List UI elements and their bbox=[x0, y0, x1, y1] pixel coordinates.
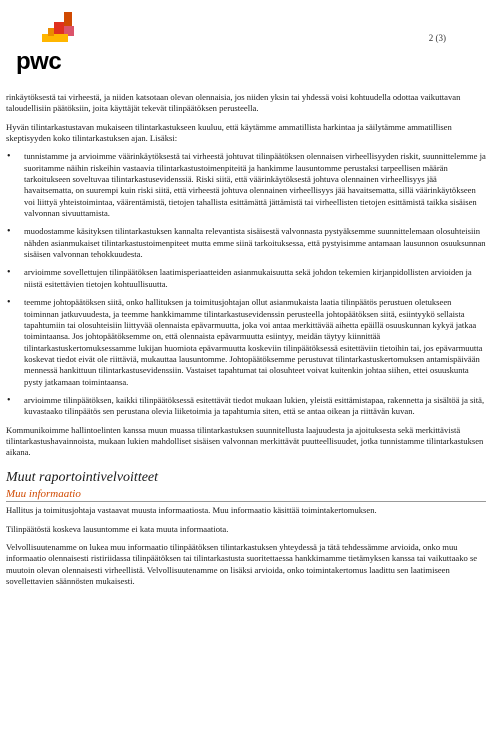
pwc-logo-blocks-icon bbox=[42, 12, 82, 48]
list-item: • muodostamme käsityksen tilintarkastuksen kannalta relevantista sisäisestä valvonnasta pystyäksemme suunnittelemaan olosuhteisiin nähden asianmukaiset tilintarkastustoimenpiteet mutta emme siinä tarkoituksessa, että pystyisimme antamaan lausunnon osuuksunnan sisäisen valvonnan tehokkuudesta. bbox=[6, 226, 486, 260]
subheading: Muu informaatio bbox=[6, 487, 81, 500]
paragraph: Kommunikoimme hallintoelinten kanssa muun muassa tilintarkastuksen suunnitellusta laajuudesta ja ajoituksesta sekä merkittävistä tilintarkastushavainnoista, mukaan lukien mahdolliset sisäisen valvonnan merkittävät puutteellisuudet, jotka tunnistamme tilintarkastuksen aikana. bbox=[6, 424, 484, 458]
paragraph: Tilinpäätöstä koskeva lausuntomme ei kata muuta informaatiota. bbox=[6, 523, 229, 534]
paragraph: Hallitus ja toimitusjohtaja vastaavat muusta informaatiosta. Muu informaatio käsittää toimintakertomuksen. bbox=[6, 505, 377, 516]
paragraph: Velvollisuutenamme on lukea muu informaatio tilinpäätöksen tilintarkastuksen yhteydessä ja tätä tehdessämme arvioida, onko muu informaatio olennaisesti ristiriidassa tilinpäätöksen tai tilintarkastusta suoritettaessa hankkimamme tietämyksen kanssa tai vaikuttaako se muutoin olevan olennaisesti virheellistä. Velvollisuutenamme on lisäksi arvioida, onko toimintakertomus laadittu sen laatimiseen sovellettavien säännösten mukaisesti. bbox=[6, 542, 478, 587]
paragraph: rinkäytöksestä tai virheestä, ja niiden katsotaan olevan olennaisia, jos niiden yksin tai yhdessä voisi kohtuudella odottaa vaikuttavan taloudellisiin päätöksiin, joita käyttäjät tekevät tilinpäätöksen perusteella. bbox=[6, 92, 461, 114]
section-heading: Muut raportointivelvoitteet bbox=[6, 469, 159, 485]
paragraph: Hyvän tilintarkastustavan mukaiseen tilintarkastukseen kuuluu, että käytämme ammatillista harkintaa ja säilytämme ammatillisen skeptisyyden koko tilintarkastuksen ajan. Lisäksi: bbox=[6, 121, 452, 144]
bullet-list bbox=[6, 151, 486, 417]
divider bbox=[6, 501, 486, 502]
list-item: • teemme johtopäätöksen siitä, onko hallituksen ja toimitusjohtajan ollut asianmukaista laatia tilinpäätös perustuen oletukseen toiminnan jatkuvuudesta, ja teemme hankkimamme tilintarkastusevidenssin perusteella johtopäätöksen siitä, esiintyykö sellaista tapahtumiin tai olosuhteisiin liittyvää olennaista epävarmuutta, joka voi antaa merkittävää aihetta epäillä osuuskunnan kykyä jatkaa toimintaansa. Jos johtopäätöksemme on, että olennaista epävarmuutta esiintyy, meidän täytyy kiinnittää tilintarkastuskertomuksessamme lukijan huomiota epävarmuutta koskeviin tilinpäätöksessä esitettäviin tietoihin tai, jos epävarmuutta koskevat tiedot eivät ole riittäviä, mukauttaa lausuntomme. Johtopäätöksemme perustuvat tilintarkastuskertomuksen antamispäivään mennessä hankittuun tilintarkastusevidenssiin. Vastaiset tapahtumat tai olosuhteet voivat kuitenkin johtaa siihen, ettei osuuskunta pysty jatkamaan toimintaansa. bbox=[6, 297, 486, 388]
pwc-logo-text: pwc bbox=[16, 48, 62, 75]
pwc-logo bbox=[10, 12, 80, 75]
list-item: • arvioimme sovellettujen tilinpäätöksen laatimisperiaatteiden asianmukaisuutta sekä johdon tekemien kirjanpidollisten arvioiden ja niistä esitettävien tietojen kohtuullisuutta. bbox=[6, 267, 486, 290]
page-number: 2 (3) bbox=[428, 33, 446, 43]
list-item: • arvioimme tilinpäätöksen, kaikki tilinpäätöksessä esitettävät tiedot mukaan lukien, yleistä esittämistapaa, rakennetta ja sisältöä ja sitä, kuvastaako tilinpäätös sen perustana olevia liiketoimia ja tapahtumia siten, että se antaa oikean ja riittävän kuvan. bbox=[6, 395, 486, 418]
document-body bbox=[6, 92, 486, 594]
list-item: • tunnistamme ja arvioimme väärinkäytöksestä tai virheestä johtuvat tilinpäätöksen olennaisen virheellisyyden riskit, suunnittelemme ja suoritamme näihin riskeihin vastaavia tilintarkastustoimenpiteitä ja hankimme lausuntomme perustaksi tarpeellisen määrän tarkoitukseen soveltuvaa tilintarkastusevidenssiä. Riski siitä, että väärinkäytöksestä johtuva olennainen virheellisyys jää havaitsematta, on suurempi kuin riski siitä, että virheestä johtuva olennainen virheellisyys jää havaitsematta, sillä väärinkäytökseen voi liittyä yhteistoimintaa, väärentämistä, tietojen tahallista esittämättä jättämistä tai virheellisten tietojen esittämistä taikka sisäisen valvonnan sivuuttamista. bbox=[6, 151, 486, 219]
